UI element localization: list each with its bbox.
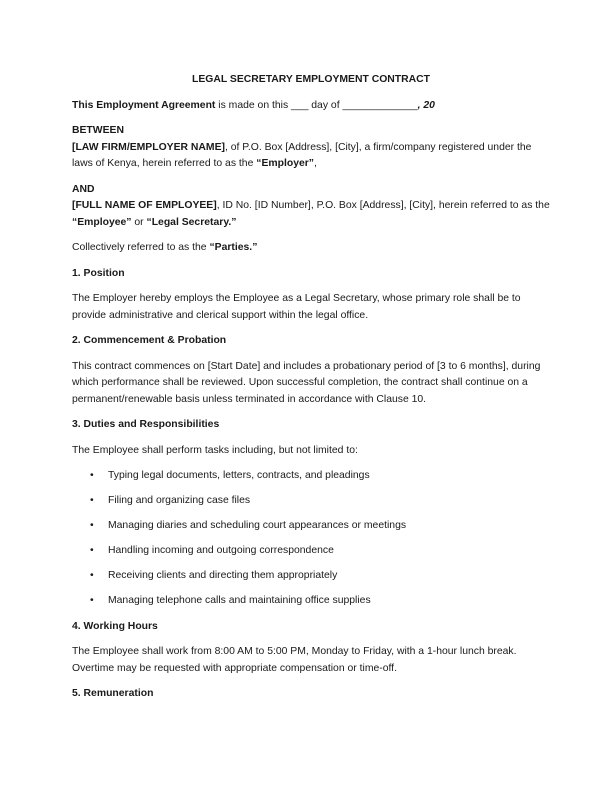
list-item bbox=[72, 568, 550, 585]
intro-text: is made on this ___ day of _____________ bbox=[215, 99, 418, 111]
employer-ref: “Employer” bbox=[256, 158, 314, 169]
section-heading: 3. Duties and Responsibilities bbox=[72, 419, 220, 430]
list-item bbox=[72, 518, 550, 535]
employee-ref: “Employee” bbox=[72, 216, 132, 228]
section-heading: 1. Position bbox=[72, 267, 125, 279]
and-label: AND bbox=[72, 183, 95, 195]
section-body: This contract commences on [Start Date] and includes a probationary period of [3 to 6 months], during which performance shall be reviewed. Upon successful completion, the contract shall continue on a permanent/renewable basis unless terminated in accordance with Clause 10. bbox=[72, 360, 541, 405]
intro-bold: This Employment Agreement bbox=[72, 99, 216, 111]
section-heading: 2. Commencement & Probation bbox=[72, 335, 227, 346]
duties-list bbox=[72, 468, 550, 610]
list-item-text: Typing legal documents, letters, contracts, and pleadings bbox=[108, 470, 370, 481]
bullet-icon: • bbox=[90, 570, 94, 582]
employee-or: or bbox=[131, 216, 147, 228]
intro-paragraph bbox=[72, 98, 550, 115]
employee-ref2: “Legal Secretary.” bbox=[146, 216, 237, 228]
list-item bbox=[72, 468, 550, 485]
document-content bbox=[72, 72, 550, 712]
list-item-text: Managing telephone calls and maintaining office supplies bbox=[108, 595, 371, 607]
list-item-text: Filing and organizing case files bbox=[108, 495, 251, 507]
section-heading: 5. Remuneration bbox=[72, 688, 154, 700]
bullet-icon: • bbox=[90, 545, 94, 557]
contract-title: LEGAL SECRETARY EMPLOYMENT CONTRACT bbox=[191, 74, 431, 85]
parties-paragraph bbox=[72, 240, 550, 257]
list-item-text: Handling incoming and outgoing correspondence bbox=[108, 545, 334, 557]
and-block bbox=[72, 182, 550, 232]
intro-year: , 20 bbox=[417, 99, 435, 111]
employee-paragraph bbox=[72, 198, 550, 231]
employer-paragraph bbox=[72, 140, 550, 173]
parties-text: Collectively referred to as the bbox=[72, 242, 210, 253]
employer-text: , of P.O. Box [Address], [City], a firm/company registered under the laws of Kenya, herein referred to as the bbox=[72, 141, 532, 169]
list-item bbox=[72, 493, 550, 510]
employer-name: [LAW FIRM/EMPLOYER NAME] bbox=[72, 141, 225, 153]
list-item-text: Receiving clients and directing them appropriately bbox=[108, 570, 338, 582]
between-block bbox=[72, 123, 550, 173]
list-item bbox=[72, 593, 550, 610]
list-item bbox=[72, 543, 550, 560]
section-body: The Employer hereby employs the Employee as a Legal Secretary, whose primary role shall be to provide administrative and clerical support within the legal office. bbox=[72, 293, 521, 321]
bullet-icon: • bbox=[90, 495, 94, 507]
bullet-icon: • bbox=[90, 520, 94, 532]
section-heading: 4. Working Hours bbox=[72, 620, 158, 632]
bullet-icon: • bbox=[90, 595, 94, 607]
employee-text: , ID No. [ID Number], P.O. Box [Address], [City], herein referred to as the bbox=[216, 200, 550, 211]
employee-name: [FULL NAME OF EMPLOYEE] bbox=[72, 200, 217, 211]
section-body: The Employee shall perform tasks including, but not limited to: bbox=[72, 444, 358, 456]
between-label: BETWEEN bbox=[72, 125, 124, 136]
section-body: The Employee shall work from 8:00 AM to 5:00 PM, Monday to Friday, with a 1-hour lunch break. Overtime may be requested with appropriate compensation or time-off. bbox=[72, 646, 517, 674]
employer-end: , bbox=[314, 158, 317, 169]
parties-ref: “Parties.” bbox=[209, 242, 258, 253]
bullet-icon: • bbox=[90, 470, 94, 481]
list-item-text: Managing diaries and scheduling court appearances or meetings bbox=[108, 520, 407, 532]
